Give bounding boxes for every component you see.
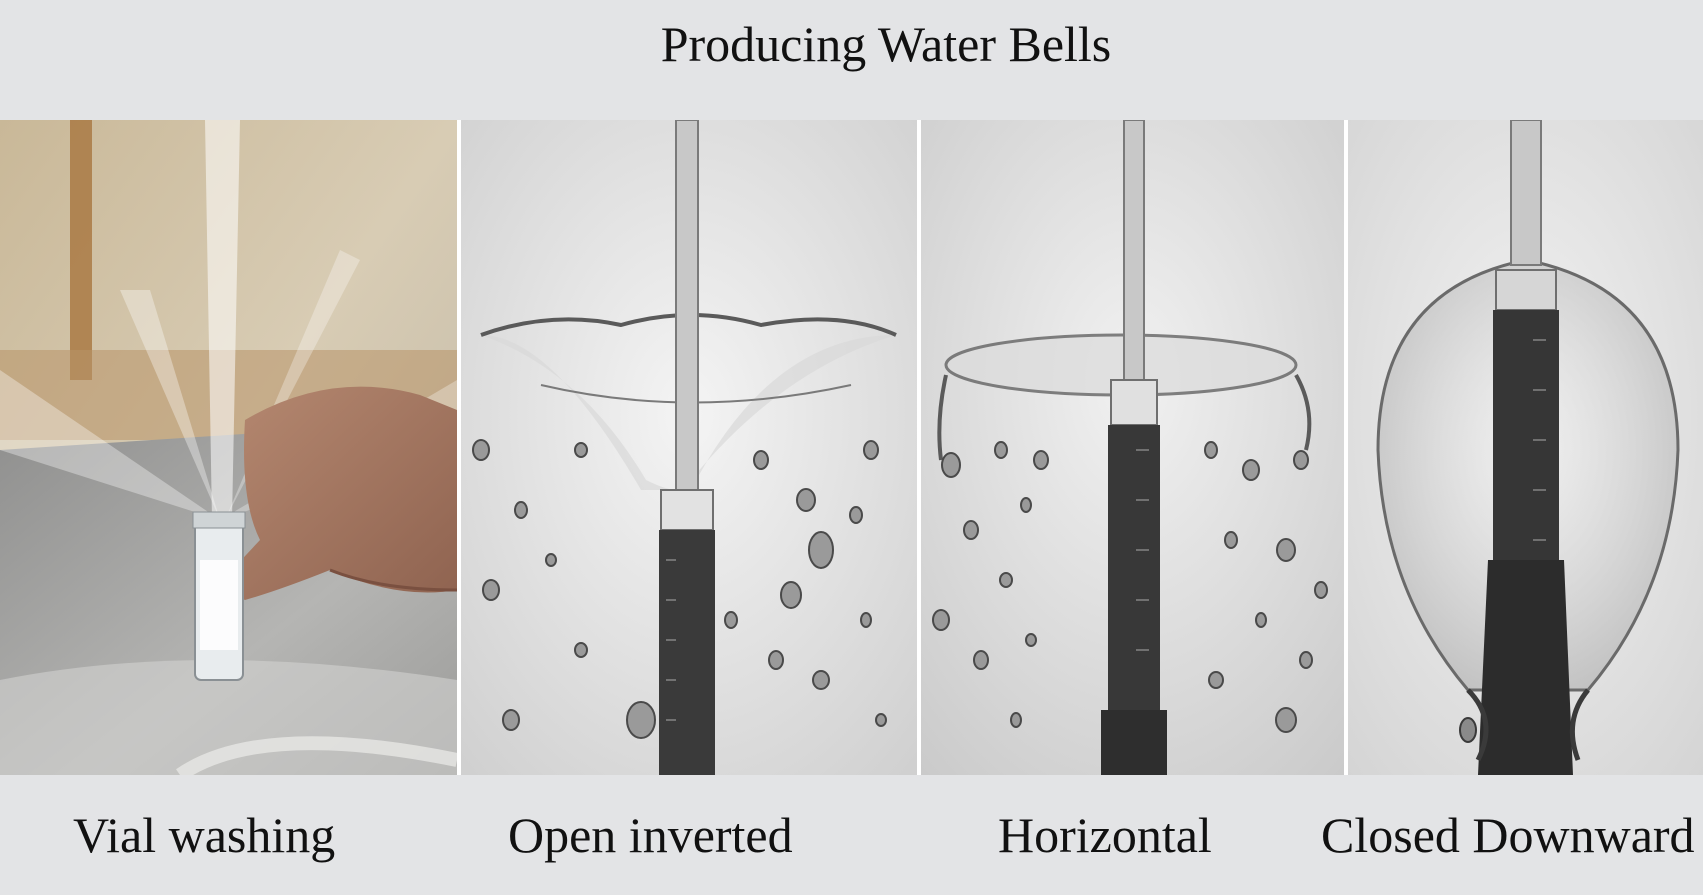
- figure-title: Producing Water Bells: [660, 16, 1112, 72]
- closed-downward-water-bell-photo: [1348, 120, 1703, 775]
- caption-open-inverted: Open inverted: [508, 807, 793, 863]
- open-inverted-water-bell-photo: [461, 120, 917, 775]
- vial-washing-photo: [0, 120, 457, 775]
- caption-vial-washing: Vial washing: [73, 807, 336, 863]
- title-band: [0, 0, 1703, 120]
- horizontal-water-bell-photo: [921, 120, 1344, 775]
- caption-horizontal: Horizontal: [998, 807, 1212, 863]
- caption-closed-downward: Closed Downward: [1321, 807, 1695, 863]
